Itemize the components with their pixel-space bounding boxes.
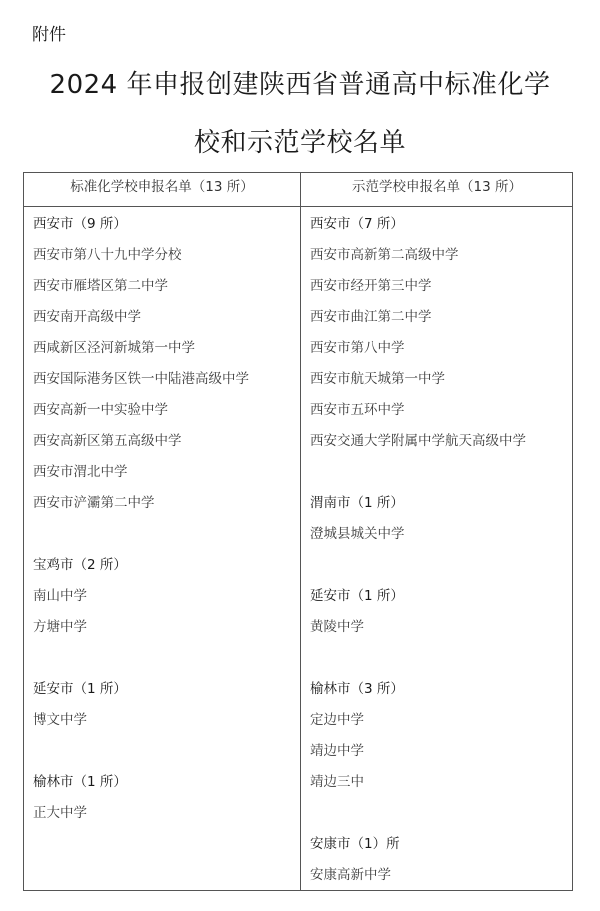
right-spacer [310, 643, 526, 674]
left-school-item: 南山中学 [33, 588, 87, 604]
page-title-line-2: 校和示范学校名单 [193, 128, 406, 158]
right-city-heading: 西安市（7 所） [310, 216, 404, 232]
right-school-item: 定边中学 [310, 712, 364, 728]
right-spacer [310, 550, 526, 581]
right-school-item: 安康高新中学 [310, 867, 391, 883]
right-school-item: 澄城县城关中学 [310, 526, 405, 542]
left-school-item: 西安国际港务区铁一中陆港高级中学 [33, 371, 249, 387]
left-school-item: 西咸新区泾河新城第一中学 [33, 340, 195, 356]
left-spacer [33, 736, 249, 767]
left-school-item: 西安市第八十九中学分校 [33, 247, 182, 263]
left-school-item: 博文中学 [33, 712, 87, 728]
left-city-heading: 榆林市（1 所） [33, 774, 127, 790]
right-school-item: 西安市曲江第二中学 [310, 309, 432, 325]
left-school-item: 西安市浐灞第二中学 [33, 495, 155, 511]
right-school-item: 黄陵中学 [310, 619, 364, 635]
header-divider [24, 206, 572, 207]
right-school-item: 西安市航天城第一中学 [310, 371, 445, 387]
left-school-item: 西安南开高级中学 [33, 309, 141, 325]
standardized-school-list [33, 209, 249, 829]
left-school-item: 方塘中学 [33, 619, 87, 635]
left-spacer [33, 519, 249, 550]
right-school-item: 靖边中学 [310, 743, 364, 759]
left-column-header: 标准化学校申报名单（13 所） [70, 179, 254, 195]
left-school-item: 正大中学 [33, 805, 87, 821]
column-divider [300, 173, 301, 890]
model-school-list [310, 209, 526, 891]
right-city-heading: 榆林市（3 所） [310, 681, 404, 697]
right-school-item: 西安市经开第三中学 [310, 278, 432, 294]
left-city-heading: 宝鸡市（2 所） [33, 557, 127, 573]
right-column-header: 示范学校申报名单（13 所） [352, 179, 522, 195]
attachment-label: 附件 [32, 25, 66, 45]
left-school-item: 西安高新一中实验中学 [33, 402, 168, 418]
right-school-item: 西安市高新第二高级中学 [310, 247, 459, 263]
left-city-heading: 延安市（1 所） [33, 681, 127, 697]
right-school-item: 靖边三中 [310, 774, 364, 790]
school-list-table [23, 172, 573, 891]
right-city-heading: 渭南市（1 所） [310, 495, 404, 511]
left-school-item: 西安高新区第五高级中学 [33, 433, 182, 449]
page-title-line-1: 2024 年申报创建陕西省普通高中标准化学 [49, 70, 551, 100]
right-spacer [310, 457, 526, 488]
right-spacer [310, 798, 526, 829]
right-school-item: 西安市五环中学 [310, 402, 405, 418]
left-school-item: 西安市渭北中学 [33, 464, 128, 480]
right-city-heading: 安康市（1）所 [310, 836, 400, 852]
right-school-item: 西安交通大学附属中学航天高级中学 [310, 433, 526, 449]
left-spacer [33, 643, 249, 674]
right-school-item: 西安市第八中学 [310, 340, 405, 356]
right-city-heading: 延安市（1 所） [310, 588, 404, 604]
left-school-item: 西安市雁塔区第二中学 [33, 278, 168, 294]
left-city-heading: 西安市（9 所） [33, 216, 127, 232]
